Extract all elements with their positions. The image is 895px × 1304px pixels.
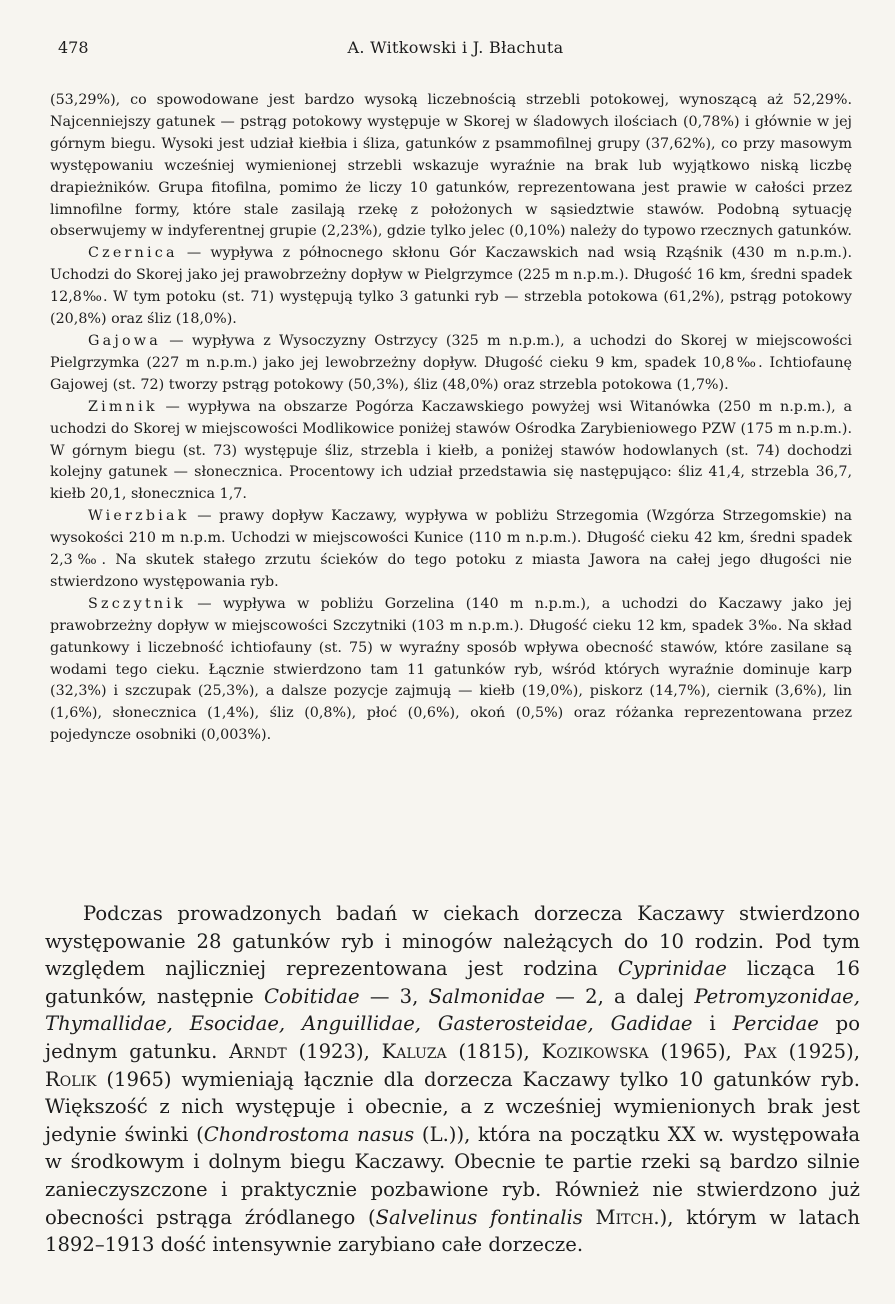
paragraph-summary	[45, 900, 860, 1259]
text-run: Podczas prowadzonych badań w ciekach dorzecza Kaczawy stwierdzono występowanie 28 gatunków ryb i minogów należących do 10 rodzin. Pod tym względem najliczniej reprezentowana jest rodzina	[45, 902, 860, 981]
running-header	[58, 38, 853, 62]
text-run: i	[692, 1012, 733, 1036]
taxon-percidae: Percidae	[732, 1012, 819, 1036]
citation-author-kozikowska: Kozikowska	[541, 1039, 649, 1063]
taxon-cobitidae: Cobitidae	[264, 984, 360, 1008]
taxon-salvelinus-fontinalis: Salvelinus fontinalis	[375, 1205, 583, 1229]
text-run: .), którym w latach 1892–1913 dość intensywnie zarybiano całe dorzecze.	[45, 1205, 860, 1257]
text-run: (1923),	[286, 1039, 382, 1063]
stream-name-czernica: Czernica	[88, 245, 178, 262]
summary-section	[45, 900, 860, 1259]
paragraph-text: — prawy dopływ Kaczawy, wypływa w pobliżu Strzegomia (Wzgórza Strzegomskie) na wysokości 210 m n.p.m. Uchodzi w miejscowości Kunice (110 m n.p.m.). Długość cieku 42 km, średni spadek 2,3‰. Na skutek stałego zrzutu ścieków do tego potoku z miasta Jawora na całej jego długości nie stwierdzono występowania ryb.	[50, 508, 852, 590]
paragraph-zimnik	[50, 397, 852, 507]
paragraph-text: — wypływa z Wysoczyzny Ostrzycy (325 m n.p.m.), a uchodzi do Skorej w miejscowości Pielgrzymka (227 m n.p.m.) jako jej lewobrzeżny dopływ. Długość cieku 9 km, spadek 10,8‰. Ichtiofaunę Gajowej (st. 72) tworzy pstrąg potokowy (50,3%), śliz (48,0%) oraz strzebla potokowa (1,7%).	[50, 332, 852, 393]
text-run: (1925),	[776, 1039, 860, 1063]
text-run: — 2, a dalej	[545, 984, 695, 1008]
citation-author-rolik: Rolik	[45, 1067, 97, 1091]
paragraph-czernica	[50, 243, 852, 331]
stream-name-gajowa: Gajowa	[88, 332, 161, 349]
text-run: (L.)), która na początku XX w. występowała w środkowym i dolnym biegu Kaczawy. Obecnie te partie rzeki są bardzo silnie zanieczyszczone i praktycznie pozbawione ryb. Również nie stwierdzono już obecności pstrąga źródlanego (	[45, 1122, 861, 1229]
paragraph-text: — wypływa na obszarze Pogórza Kaczawskiego powyżej wsi Witanówka (250 m n.p.m.), a uchodzi do Skorej w miejscowości Modlikowice poniżej stawów Ośrodka Zarybieniowego PZW (175 m n.p.m.). W górnym biegu (st. 73) występuje śliz, strzebla i kiełb, a poniżej stawów hodowlanych (st. 74) dochodzi kolejny gatunek — słonecznica. Procentowy ich udział przedstawia się następująco: śliz 41,4, strzebla 36,7, kiełb 20,1, słonecznica 1,7.	[50, 398, 852, 503]
citation-author-arndt: Arndt	[229, 1039, 287, 1063]
page-number: 478	[58, 38, 89, 57]
stream-name-zimnik: Zimnik	[88, 398, 158, 415]
paragraph-text: — wypływa w pobliżu Gorzelina (140 m n.p.m.), a uchodzi do Kaczawy jako jej prawobrzeżny dopływ w miejscowości Szczytniki (103 m n.p.m.). Długość cieku 12 km, spadek 3‰. Na skład gatunkowy i liczebność ichtiofauny (st. 75) w wyraźny sposób wpływa obecność stawów, które zasilane są wodami tego cieku. Łącznie stwierdzono tam 11 gatunków ryb, wśród których wyraźnie dominuje karp (32,3%) i szczupak (25,3%), a dalsze pozycje zajmują — kiełb (19,0%), piskorz (14,7%), ciernik (3,6%), lin (1,6%), słonecznica (1,4%), śliz (0,8%), płoć (0,6%), okoń (0,5%) oraz różanka reprezentowana przez pojedyncze osobniki (0,003%).	[50, 595, 852, 744]
paragraph-text: — wypływa z północnego skłonu Gór Kaczawskich nad wsią Rząśnik (430 m n.p.m.). Uchodzi do Skorej jako jej prawobrzeżny dopływ w Pielgrzymce (225 m n.p.m.). Długość 16 km, średni spadek 12,8‰. W tym potoku (st. 71) występują tylko 3 gatunki ryb — strzebla potokowa (61,2%), pstrąg potokowy (20,8%) oraz śliz (18,0%).	[50, 245, 852, 328]
stream-name-szczytnik: Szczytnik	[88, 595, 186, 612]
text-run	[583, 1206, 596, 1229]
text-run: — 3,	[359, 984, 429, 1008]
taxon-cyprinidae: Cyprinidae	[617, 957, 727, 981]
citation-author-kaluza: Kaluza	[381, 1039, 447, 1063]
citation-author-pax: Pax	[743, 1039, 777, 1063]
text-run: (1965) wymieniają łącznie dla dorzecza Kaczawy tylko 10 gatunków ryb. Większość z nich występuje i obecnie, a z wcześniej wymienionych brak jest jedynie świnki (	[45, 1067, 860, 1146]
taxon-chondrostoma-nasus: Chondrostoma nasus	[203, 1122, 415, 1146]
paragraph-skora-summary: (53,29%), co spowodowane jest bardzo wysoką liczebnością strzebli potokowej, wynoszącą aż 52,29%. Najcenniejszy gatunek — pstrąg potokowy występuje w Skorej w śladowych ilościach (0,78%) i głównie w jej górnym biegu. Wysoki jest udział kiełbia i śliza, gatunków z psammofilnej grupy (37,62%), co przy masowym występowaniu wcześniej wymienionej strzebli wskazuje wyraźnie na brak lub wyjątkowo niską liczbę drapieżników. Grupa fitofilna, pomimo że liczy 10 gatunków, reprezentowana jest prawie w całości przez limnofilne formy, które stale zasilają rzekę z położonych w sąsiedztwie stawów. Podobną sytuację obserwujemy w indyferentnej grupie (2,23%), gdzie tylko jelec (0,10%) należy do typowo rzecznych gatunków.	[50, 92, 852, 240]
paragraph-gajowa	[50, 331, 852, 397]
text-run: po jednym gatunku.	[45, 1012, 860, 1063]
taxon-authority-mitch: Mitch	[595, 1205, 654, 1229]
paragraph-szczytnik	[50, 594, 852, 747]
taxon-family-list: Petromyzonidae, Thymallidae, Esocidae, Anguillidae, Gasterosteidae, Gadidae	[45, 984, 860, 1036]
paragraph-wierzbiak	[50, 506, 852, 594]
text-run: (1965),	[648, 1039, 744, 1063]
text-run: (1815),	[446, 1039, 542, 1063]
stream-name-wierzbiak: Wierzbiak	[88, 508, 190, 525]
small-print-section	[50, 90, 852, 747]
running-head-authors: A. Witkowski i J. Błachuta	[347, 38, 564, 57]
taxon-salmonidae: Salmonidae	[428, 984, 546, 1008]
text-run: licząca 16 gatunków, następnie	[45, 957, 860, 1008]
